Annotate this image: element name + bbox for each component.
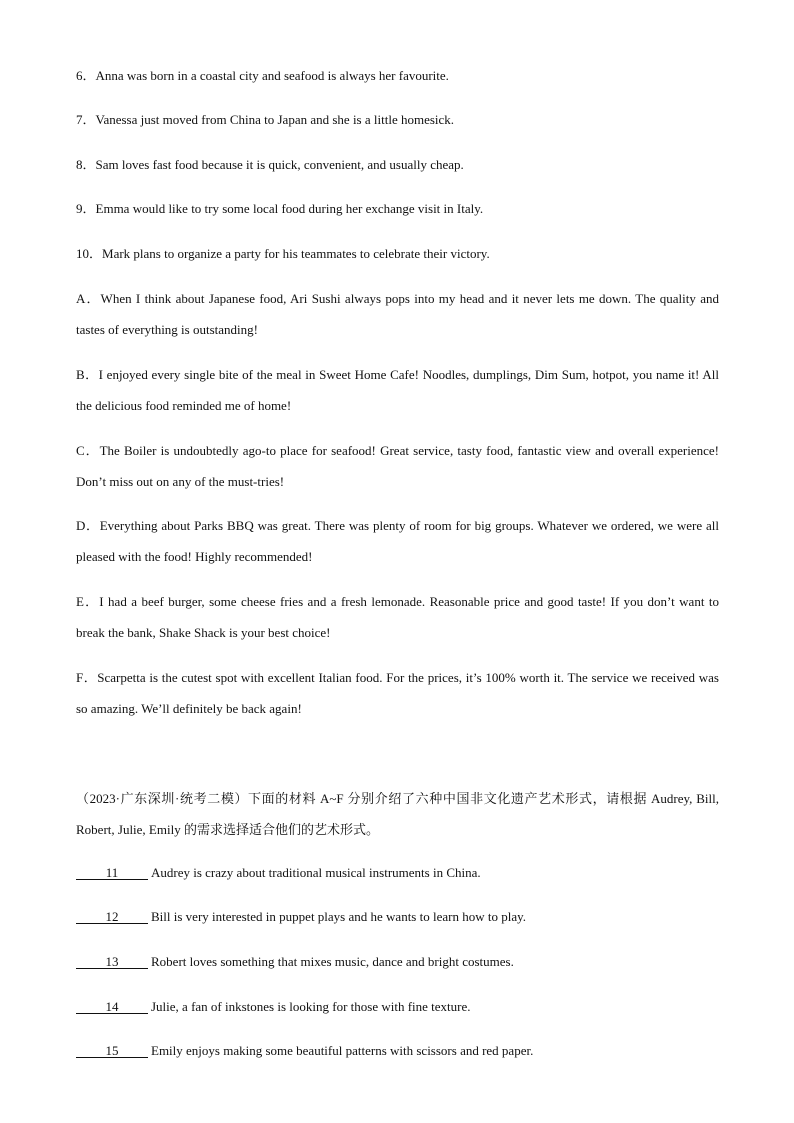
option-letter: D． [76, 518, 100, 533]
option-text: The Boiler is undoubtedly ago-to place for seafood! Great service, tasty food, fantastic view and overall experience! Don’t miss out on any of the must-tries! [76, 443, 720, 489]
option-text: I enjoyed every single bite of the meal in Sweet Home Cafe! Noodles, dumplings, Dim Sum, hotpot, you name it! All the delicious food reminded me of home! [76, 367, 719, 413]
option-c [76, 435, 719, 497]
blank-number: 14 [105, 999, 119, 1014]
answer-blank[interactable] [76, 955, 148, 969]
question-number: 8． [76, 157, 96, 172]
question-9 [76, 201, 483, 217]
question-number: 6． [76, 68, 96, 83]
question-number: 9． [76, 201, 96, 216]
question-text: Vanessa just moved from China to Japan and she is a little homesick. [95, 112, 455, 127]
answer-blank[interactable] [76, 1000, 148, 1014]
option-letter: A． [76, 291, 101, 306]
item-text: Robert loves something that mixes music, dance and bright costumes. [151, 954, 514, 969]
item-15 [76, 1043, 533, 1059]
blank-number: 12 [105, 909, 119, 924]
option-d [76, 510, 719, 572]
option-letter: F． [76, 670, 98, 685]
option-text: I had a beef burger, some cheese fries and a fresh lemonade. Reasonable price and good taste! If you don’t want to break the bank, Shake Shack is your best choice! [76, 594, 719, 640]
item-text: Audrey is crazy about traditional musical instruments in China. [151, 865, 481, 880]
item-12 [76, 909, 526, 925]
item-text: Bill is very interested in puppet plays and he wants to learn how to play. [151, 909, 526, 924]
option-letter: B． [76, 367, 99, 382]
option-b [76, 359, 719, 421]
question-10 [76, 246, 490, 262]
option-text: Everything about Parks BBQ was great. There was plenty of room for big groups. Whatever we ordered, we were all pleased with the food! Highly recommended! [76, 518, 720, 564]
item-14 [76, 999, 471, 1015]
option-letter: C． [76, 443, 100, 458]
question-6 [76, 68, 449, 84]
question-text: Anna was born in a coastal city and seafood is always her favourite. [95, 68, 449, 83]
blank-number: 11 [105, 865, 119, 880]
option-letter: E． [76, 594, 100, 609]
item-11 [76, 865, 481, 881]
option-e [76, 586, 719, 648]
question-7 [76, 112, 454, 128]
item-text: Julie, a fan of inkstones is looking for those with fine texture. [151, 999, 471, 1014]
intro-text: （2023·广东深圳·统考二模）下面的材料 A~F 分别介绍了六种中国非文化遗产艺术形式，请根据 Audrey, Bill, Robert, Julie, Emily 的需求选择适合他们的艺术形式。 [76, 791, 719, 837]
question-number: 10． [76, 246, 103, 261]
option-f [76, 662, 719, 724]
answer-blank[interactable] [76, 1044, 148, 1058]
question-number: 7． [76, 112, 96, 127]
option-text: When I think about Japanese food, Ari Sushi always pops into my head and it never lets me down. The quality and tastes of everything is outstanding! [76, 291, 719, 337]
question-text: Emma would like to try some local food during her exchange visit in Italy. [95, 201, 484, 216]
blank-number: 13 [105, 954, 119, 969]
answer-blank[interactable] [76, 910, 148, 924]
section-intro [76, 783, 719, 845]
item-13 [76, 954, 514, 970]
option-a [76, 283, 719, 345]
question-text: Sam loves fast food because it is quick, convenient, and usually cheap. [95, 157, 464, 172]
question-text: Mark plans to organize a party for his teammates to celebrate their victory. [102, 246, 490, 261]
blank-number: 15 [105, 1043, 119, 1058]
item-text: Emily enjoys making some beautiful patterns with scissors and red paper. [151, 1043, 534, 1058]
option-text: Scarpetta is the cutest spot with excellent Italian food. For the prices, it’s 100% worth it. The service we received was so amazing. We’ll definitely be back again! [76, 670, 719, 716]
answer-blank[interactable] [76, 866, 148, 880]
question-8 [76, 157, 464, 173]
